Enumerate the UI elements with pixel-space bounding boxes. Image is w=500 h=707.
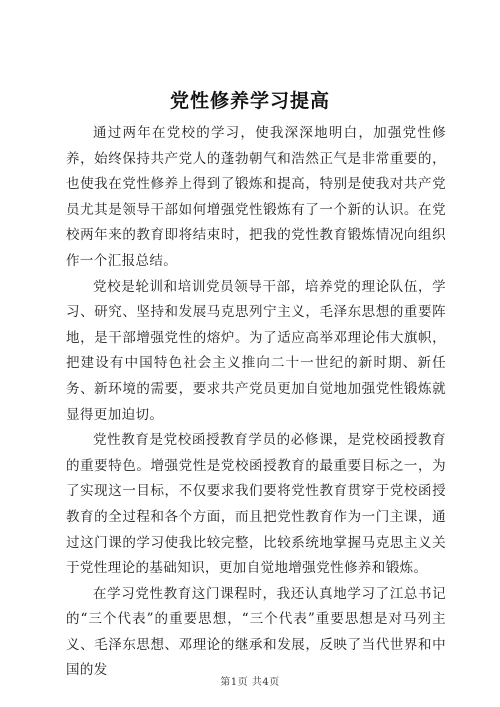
document-title: 党性修养学习提高 [169,90,330,112]
paragraph-3: 党性教育是党校函授教育学员的必修课，是党校函授教育的重要特色。增强党性是党校函授教育的最重要目标之一，为了实现这一目标，不仅要求我们要将党性教育贯穿于党校函授教育的全过程和各个方面，而且把党性教育作为一门主课，通过这门课的学习使我比较完整，比较系统地掌握马克思主义关于党性理论的基础知识，更加自觉地增强党性修养和锻炼。 [66,432,446,577]
paragraph-4: 在学习党性教育这门课程时，我还认真地学习了江总书记的“三个代表”的重要思想，“三个代表”重要思想是对马列主义、毛泽东思想、邓理论的继承和发展，反映了当代世界和中国的发 [66,585,446,679]
paragraph-1: 通过两年在党校的学习，使我深深地明白，加强党性修养，始终保持共产党人的蓬勃朝气和浩然正气是非常重要的，也使我在党性修养上得到了锻炼和提高，特别是使我对共产党员尤其是领导干部如何增强党性锻炼有了一个新的认识。在党校两年来的教育即将结束时，把我的党性教育锻炼情况向组织作一个汇报总结。 [66,125,446,269]
page-number-footer: 第1页 共4页 [220,677,280,688]
document-body [66,121,446,684]
paragraph-2: 党校是轮训和培训党员领导干部，培养党的理论队伍，学习、研究、坚持和发展马克思列宁主义，毛泽东思想的重要阵地，是干部增强党性的熔炉。为了适应高举邓理论伟大旗帜，把建设有中国特色社会主义推向二十一世纪的新时期、新任务、新环境的需要，要求共产党员更加自觉地加强党性锻炼就显得更加迫切。 [66,278,446,423]
